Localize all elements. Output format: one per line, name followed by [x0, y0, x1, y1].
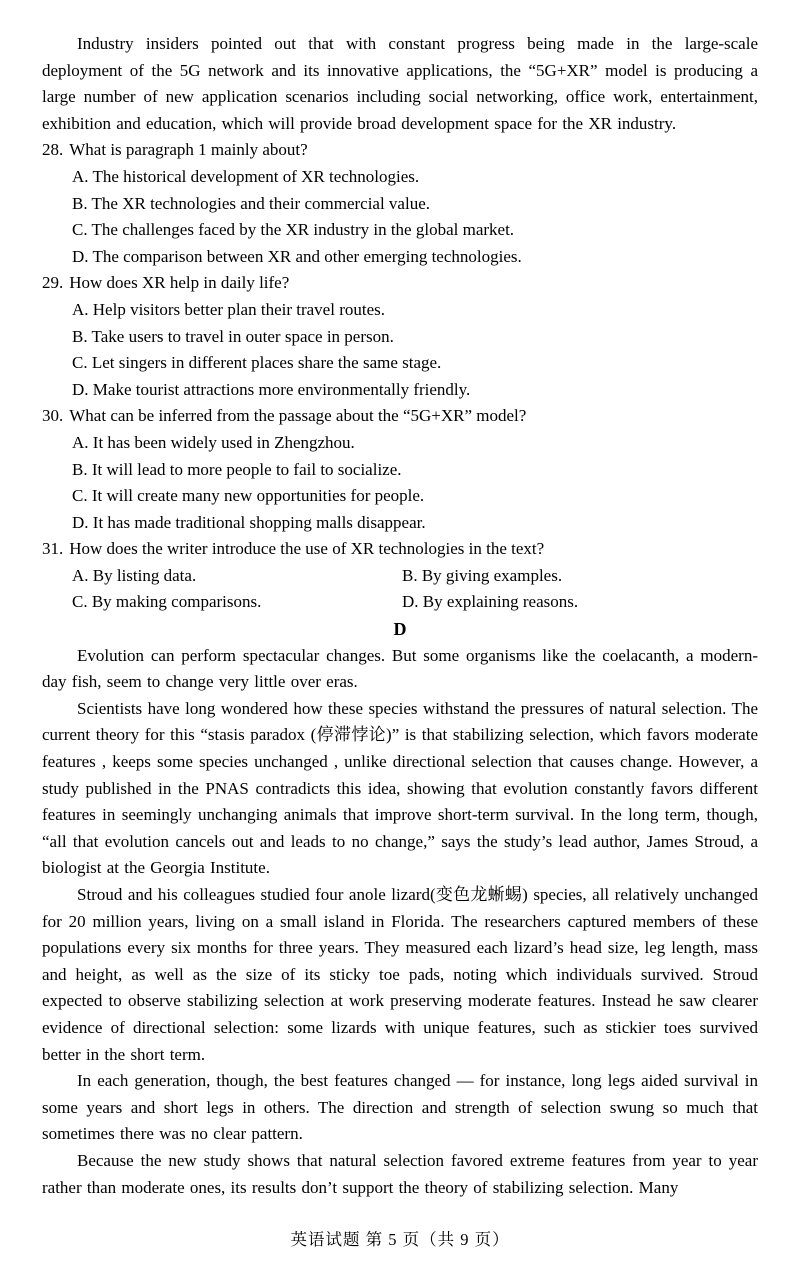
question-30-option-c: C. It will create many new opportunities for people. — [72, 486, 425, 506]
passage-paragraph-5: Because the new study shows that natural selection favored extreme features from year to year rather than moderate ones, its results don’t support the theory of stabilizing selection. Many — [42, 1150, 758, 1197]
question-30-line — [42, 403, 758, 430]
question-30 — [42, 403, 758, 536]
question-31 — [42, 536, 758, 616]
question-28-option-b: B. The XR technologies and their commercial value. — [72, 193, 430, 213]
question-number: 31. — [42, 539, 64, 559]
intro-paragraph: Industry insiders pointed out that with constant progress being made in the large-scale deployment of the 5G network and its innovative applications, the “5G+XR” model is producing a large number of new application scenarios including social networking, office work, entertainment, exhibition and education, which will provide broad development space for the XR industry. — [42, 34, 758, 133]
passage-paragraph-2: Scientists have long wondered how these species withstand the pressures of natural selection. The current theory for this “stasis paradox (停滞悖论)” is that stabilizing selection, which favors moderate features , keeps some species unchanged , unlike directional selection that causes change. However, a study published in the PNAS contradicts this idea, showing that evolution constantly favors different features in seemingly unchanging animals that improve short-term survival. In the long term, though, “all that evolution cancels out and leads to no change,” says the study’s lead author, James Stroud, a biologist at the Georgia Institute. — [42, 698, 758, 878]
question-number: 28. — [42, 140, 64, 160]
question-28-option-a: A. The historical development of XR technologies. — [72, 166, 420, 186]
question-28-line — [42, 137, 758, 164]
question-31-options — [42, 563, 758, 616]
question-stem: What can be inferred from the passage about the “5G+XR” model? — [69, 406, 527, 426]
question-29-option-b: B. Take users to travel in outer space in person. — [72, 326, 394, 346]
question-29-option-a: A. Help visitors better plan their travel routes. — [72, 299, 385, 319]
question-stem: How does the writer introduce the use of XR technologies in the text? — [69, 539, 545, 559]
question-28-option-d: D. The comparison between XR and other emerging technologies. — [72, 246, 522, 266]
question-28-option-c: C. The challenges faced by the XR industry in the global market. — [72, 220, 515, 240]
question-31-option-d: D. By explaining reasons. — [402, 592, 579, 612]
question-29-option-c: C. Let singers in different places share the same stage. — [72, 353, 442, 373]
page-footer: 英语试题 第 5 页（共 9 页） — [290, 1230, 510, 1250]
question-31-line — [42, 536, 758, 563]
question-number: 30. — [42, 406, 64, 426]
question-stem: What is paragraph 1 mainly about? — [69, 140, 308, 160]
question-30-option-a: A. It has been widely used in Zhengzhou. — [72, 432, 355, 452]
question-number: 29. — [42, 273, 64, 293]
question-29-line — [42, 270, 758, 297]
page-content — [42, 31, 758, 1201]
question-30-option-b: B. It will lead to more people to fail to socialize. — [72, 459, 402, 479]
question-29 — [42, 270, 758, 403]
question-28 — [42, 137, 758, 270]
section-d-heading: D — [393, 619, 407, 640]
question-stem: How does XR help in daily life? — [69, 273, 290, 293]
passage-paragraph-4: In each generation, though, the best features changed — for instance, long legs aided survival in some years and short legs in others. The direction and strength of selection swung so much that sometimes there was no clear pattern. — [42, 1071, 758, 1144]
passage-paragraph-1: Evolution can perform spectacular changes. But some organisms like the coelacanth, a modern-day fish, seem to change very little over eras. — [42, 645, 758, 692]
question-30-option-d: D. It has made traditional shopping malls disappear. — [72, 512, 426, 532]
question-31-option-b: B. By giving examples. — [402, 565, 563, 585]
passage-paragraph-3: Stroud and his colleagues studied four anole lizard(变色龙蜥蜴) species, all relatively unchanged for 20 million years, living on a small island in Florida. The researchers captured members of these populations every six months for three years. They measured each lizard’s head size, leg length, mass and height, as well as the size of its sticky toe pads, noting which individuals survived. Stroud expected to observe stabilizing selection at work preserving moderate features. Instead he saw clearer evidence of directional selection: some lizards with unique features, such as stickier toes survived better in the short term. — [42, 885, 758, 1064]
question-31-option-a: A. By listing data. — [72, 565, 197, 585]
question-31-option-c: C. By making comparisons. — [72, 592, 262, 612]
question-29-option-d: D. Make tourist attractions more environmentally friendly. — [72, 379, 471, 399]
